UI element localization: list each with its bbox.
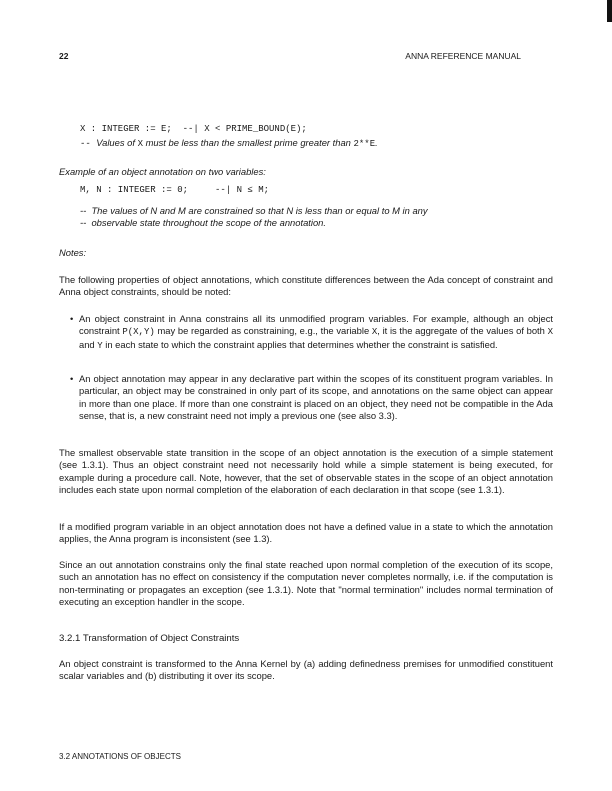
code: P(X,Y) bbox=[122, 327, 155, 338]
code: X bbox=[547, 327, 553, 338]
bullet-icon: • bbox=[70, 373, 74, 384]
text: , it is the aggregate of the values of both bbox=[377, 325, 548, 337]
paragraph: If a modified program variable in an object annotation does not have a defined value in a state to which the annotation applies, the Anna program is inconsistent (see 1.3). bbox=[59, 521, 553, 545]
comment-text: must be less than the smallest prime greater than bbox=[142, 137, 354, 148]
comment-var: X bbox=[137, 139, 143, 149]
code-line-mn: M, N : INTEGER := 0; --| N ≤ M; bbox=[80, 185, 270, 195]
text: may be regarded as constraining, e.g., the variable bbox=[154, 325, 372, 337]
comment-dash: -- bbox=[80, 139, 97, 149]
bullet-item bbox=[79, 313, 553, 352]
comment-expr: 2**E bbox=[353, 139, 376, 149]
page-number: 22 bbox=[59, 51, 69, 61]
code-comment-x bbox=[80, 137, 378, 149]
text: and bbox=[79, 338, 98, 350]
bullet-icon: • bbox=[70, 313, 74, 324]
paragraph: An object constraint is transformed to the Anna Kernel by (a) adding definedness premises for unmodified constituent scalar variables and (b) distributing it over its scope. bbox=[59, 658, 553, 682]
comment-end: . bbox=[375, 137, 378, 148]
footer: 3.2 ANNOTATIONS OF OBJECTS bbox=[59, 752, 181, 761]
text: An object constraint in Anna constrains all its unmodified program variables. For example, although an object constraint bbox=[79, 313, 553, 337]
section-heading: 3.2.1 Transformation of Object Constraints bbox=[59, 633, 240, 644]
code: X bbox=[371, 327, 378, 338]
bullet-item: An object annotation may appear in any declarative part within the scopes of its constituent program variables. In particular, an object may be constrained in only part of its scope, and annotations on the same object can appear in more than one place. If more than one constraint is placed on an object, they need not be compatible in the Ada sense, that is, a new constraint need not imply a previous one (see also 3.3). bbox=[79, 373, 553, 421]
paragraph: The smallest observable state transition in the scope of an object annotation is the execution of a simple statement (see 1.3.1). Thus an object constraint need not necessarily hold while a simple statement is being executed, for example during a procedure call. Note, however, that the set of observable states in the scope of an object annotation includes each state upon normal completion of the elaboration of each declaration in that scope (see 1.3.1). bbox=[59, 447, 553, 495]
example-intro: Example of an object annotation on two variables: bbox=[59, 166, 266, 177]
notes-label: Notes: bbox=[59, 247, 87, 258]
running-title: ANNA REFERENCE MANUAL bbox=[405, 51, 521, 61]
code-comment-1: -- The values of N and M are constrained so that N is less than or equal to M in any bbox=[80, 205, 428, 216]
paragraph: The following properties of object annotations, which constitute differences between the Ada concept of constraint and Anna object constraints, should be noted: bbox=[59, 274, 553, 298]
scan-edge-mark bbox=[607, 0, 612, 22]
text: in each state to which the constraint applies that determines whether the constraint is satisfied. bbox=[102, 338, 498, 350]
code-comment-2: -- observable state throughout the scope of the annotation. bbox=[80, 217, 326, 228]
code-line-x: X : INTEGER := E; --| X < PRIME_BOUND(E); bbox=[80, 124, 307, 134]
paragraph: Since an out annotation constrains only the final state reached upon normal completion of the execution of its scope, such an annotation has no effect on consistency if the computation never completes normally, i.e. if the computation is non-terminating or propagates an exception (see 1.3.1). Note that "normal termination" includes normal termination of executing an exception handler in the scope. bbox=[59, 559, 553, 607]
comment-text: Values of bbox=[96, 137, 138, 148]
code: Y bbox=[97, 340, 103, 351]
